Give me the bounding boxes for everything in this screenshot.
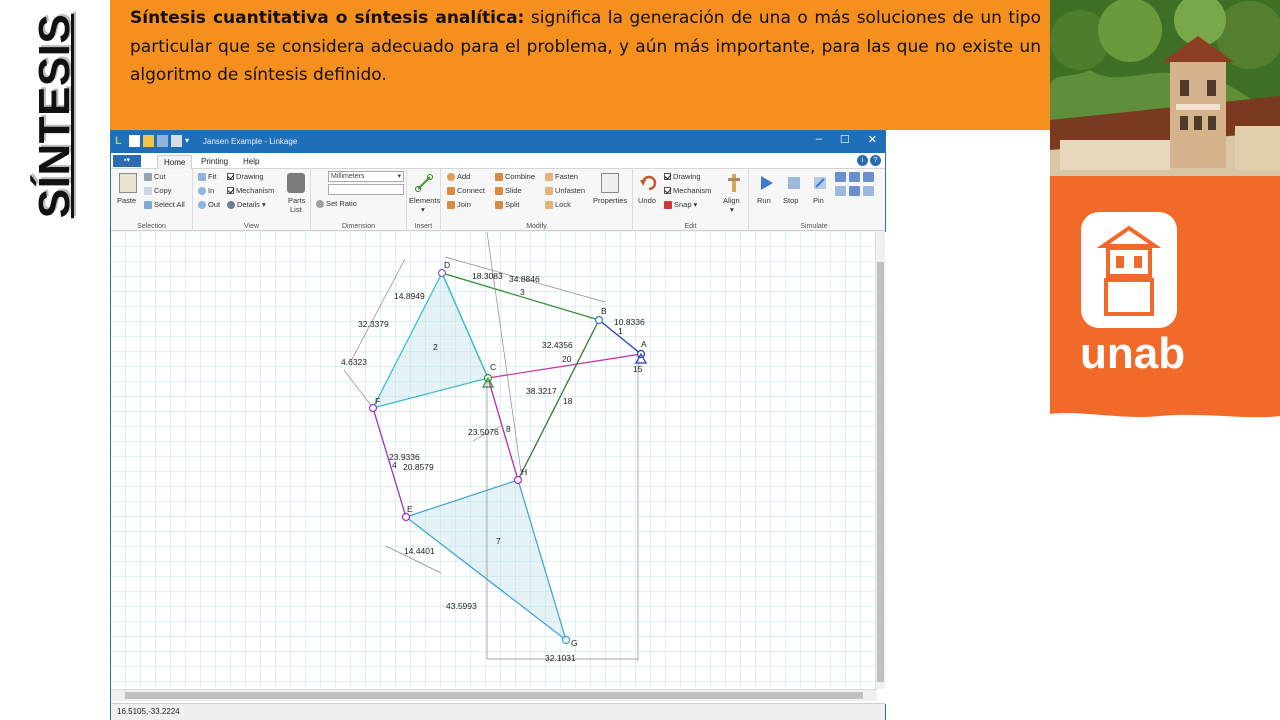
info-icon[interactable]: i bbox=[857, 155, 868, 166]
group-label-modify: Modify bbox=[526, 223, 547, 230]
joint-b bbox=[596, 317, 603, 324]
group-label-view: View bbox=[243, 223, 260, 230]
pin-button[interactable]: Pin bbox=[813, 196, 824, 205]
reset-icon[interactable] bbox=[863, 172, 874, 182]
simulate-small-buttons-row2 bbox=[835, 186, 874, 196]
point-label-a: A bbox=[641, 339, 647, 349]
link-label-1: 1 bbox=[618, 326, 623, 336]
edit-mechanism-check bbox=[664, 187, 671, 194]
set-ratio-label: Set Ratio bbox=[326, 199, 357, 208]
snap-dropdown[interactable] bbox=[664, 200, 697, 209]
quick-access-toolbar bbox=[115, 135, 196, 147]
edit-drawing-checkbox[interactable] bbox=[664, 172, 701, 181]
align-button[interactable]: Align bbox=[723, 196, 740, 205]
details-dropdown[interactable] bbox=[227, 200, 266, 209]
link-label-7: 7 bbox=[496, 536, 501, 546]
point-label-e: E bbox=[407, 504, 413, 514]
lock-button[interactable] bbox=[545, 200, 571, 209]
add-icon bbox=[447, 173, 455, 181]
slide-icon bbox=[495, 187, 503, 195]
in-label: In bbox=[208, 186, 215, 195]
dimension-14-4401: 14.4401 bbox=[404, 546, 435, 556]
zoom-in-button[interactable] bbox=[198, 186, 214, 195]
link-label-2: 2 bbox=[433, 342, 438, 352]
select-cursor-icon[interactable] bbox=[849, 172, 860, 182]
help-icons bbox=[857, 155, 881, 166]
logo-text: unab bbox=[1080, 329, 1186, 378]
dimension-4-6323: 4.6323 bbox=[341, 357, 367, 367]
horizontal-scrollbar[interactable] bbox=[111, 689, 877, 701]
slide-label: Slide bbox=[505, 186, 522, 195]
group-edit bbox=[633, 169, 749, 231]
copy-icon bbox=[144, 187, 152, 195]
point-label-b: B bbox=[601, 306, 607, 316]
cursor-coordinates: 16.5105,-33.2224 bbox=[117, 707, 180, 716]
drawing-canvas[interactable] bbox=[111, 232, 887, 704]
view-drawing-check bbox=[227, 173, 234, 180]
unfasten-icon bbox=[545, 187, 553, 195]
definition-band bbox=[110, 0, 1050, 130]
cut-label: Cut bbox=[154, 172, 166, 181]
split-button[interactable] bbox=[495, 200, 520, 209]
mechanism-drawing[interactable] bbox=[111, 232, 887, 689]
status-bar bbox=[111, 703, 885, 720]
group-label-selection: Selection bbox=[137, 223, 166, 230]
dimension-32-3379: 32.3379 bbox=[358, 319, 389, 329]
properties-icon[interactable] bbox=[601, 173, 619, 193]
simulate-small-buttons-row1 bbox=[835, 172, 874, 182]
connect-button[interactable] bbox=[447, 186, 485, 195]
close-button[interactable]: ✕ bbox=[867, 134, 877, 146]
open-folder-icon[interactable] bbox=[143, 135, 154, 147]
zoom-out-button[interactable] bbox=[198, 200, 220, 209]
elements-icon[interactable] bbox=[415, 173, 433, 193]
slide-title-vertical bbox=[30, 8, 80, 223]
link-label-15: 15 bbox=[633, 364, 643, 374]
chevron-down-icon[interactable]: ▾ bbox=[421, 205, 425, 214]
customize-qat-icon[interactable]: ▾ bbox=[185, 136, 190, 145]
group-selection bbox=[111, 169, 193, 231]
slide-title-text: SÍNTESIS bbox=[30, 13, 79, 218]
select-all-label: Select All bbox=[154, 200, 185, 209]
point-label-d: D bbox=[444, 260, 451, 270]
chevron-down-icon: ▾ bbox=[261, 200, 266, 209]
connect-label: Connect bbox=[457, 186, 485, 195]
stop-icon[interactable] bbox=[785, 173, 803, 193]
edit-mechanism-label: Mechanism bbox=[673, 186, 712, 195]
joint-h bbox=[515, 477, 522, 484]
edit-mechanism-checkbox[interactable] bbox=[664, 186, 711, 195]
dimension-38-3217: 38.3217 bbox=[526, 386, 557, 396]
window-titlebar[interactable] bbox=[111, 131, 885, 153]
maximize-button[interactable]: ☐ bbox=[839, 134, 850, 146]
gear-icon bbox=[316, 200, 324, 208]
view-mechanism-label: Mechanism bbox=[236, 186, 275, 195]
paste-button[interactable]: Paste bbox=[117, 196, 137, 205]
zoom-in-icon bbox=[198, 187, 206, 195]
zoom-fit-icon bbox=[198, 173, 206, 181]
join-icon bbox=[447, 201, 455, 209]
out-label: Out bbox=[208, 200, 221, 209]
point-label-f: F bbox=[375, 396, 381, 406]
definition-text: significa la generación de una o más soluciones de un tipo particular que se considera adecuado para el problema, y aún más importante, para las que no existe un algoritmo de síntesis definido. bbox=[130, 8, 1041, 85]
unfasten-label: Unfasten bbox=[555, 186, 586, 195]
linkage-app-window bbox=[110, 130, 886, 720]
definition-term: Síntesis cuantitativa o síntesis analítica: bbox=[130, 8, 525, 28]
join-label: Join bbox=[457, 200, 471, 209]
paste-icon[interactable] bbox=[119, 173, 137, 193]
horizontal-scroll-thumb[interactable] bbox=[125, 692, 863, 699]
group-label-edit: Edit bbox=[684, 223, 697, 230]
step-forward-icon[interactable] bbox=[863, 186, 874, 196]
app-icon: L bbox=[115, 135, 122, 147]
stop-button[interactable]: Stop bbox=[783, 196, 799, 205]
combine-icon bbox=[495, 173, 503, 181]
vertical-scroll-thumb[interactable] bbox=[877, 262, 884, 682]
dimension-23-9336: 23.9336 bbox=[389, 452, 420, 462]
align-icon[interactable] bbox=[725, 173, 743, 193]
properties-button[interactable]: Properties bbox=[593, 196, 628, 205]
tab-home[interactable]: Home bbox=[157, 155, 192, 169]
canvas-grid bbox=[111, 232, 887, 689]
group-simulate bbox=[749, 169, 879, 231]
pin-icon[interactable] bbox=[811, 173, 829, 193]
minimize-button[interactable]: – bbox=[815, 133, 822, 145]
view-mechanism-checkbox[interactable] bbox=[227, 186, 274, 195]
link-label-20: 20 bbox=[562, 354, 572, 364]
chevron-down-icon: ▾ bbox=[397, 173, 401, 180]
fasten-label: Fasten bbox=[555, 172, 578, 181]
zoom-fit-button[interactable] bbox=[198, 172, 216, 181]
dimension-23-5076: 23.5076 bbox=[468, 427, 499, 437]
cut-button[interactable] bbox=[144, 172, 166, 181]
joint-e bbox=[403, 514, 410, 521]
group-modify bbox=[441, 169, 633, 231]
campus-photo bbox=[1050, 0, 1280, 176]
undo-button[interactable]: Undo bbox=[638, 196, 656, 205]
pause-icon[interactable] bbox=[849, 186, 860, 196]
fasten-button[interactable] bbox=[545, 172, 578, 181]
group-insert bbox=[407, 169, 441, 231]
lock-icon bbox=[545, 201, 553, 209]
parts-list-button-line2[interactable]: List bbox=[290, 205, 302, 214]
elements-button[interactable]: Elements bbox=[409, 196, 441, 205]
fit-label: Fit bbox=[208, 172, 217, 181]
group-label-dimension: Dimension bbox=[341, 223, 376, 230]
chevron-down-icon: ▾ bbox=[693, 200, 698, 209]
window-title: Jansen Example - Linkage bbox=[203, 137, 298, 146]
zoom-out-icon bbox=[198, 201, 206, 209]
unfasten-button[interactable] bbox=[545, 186, 585, 195]
fast-forward-icon[interactable] bbox=[835, 172, 846, 182]
edit-drawing-check bbox=[664, 173, 671, 180]
parts-list-icon[interactable] bbox=[287, 173, 305, 193]
snap-label: Snap bbox=[674, 200, 692, 209]
joint-g bbox=[563, 637, 570, 644]
dimension-34-8846: 34.8846 bbox=[509, 274, 540, 284]
help-icon[interactable]: ? bbox=[870, 155, 881, 166]
link-label-8: 8 bbox=[506, 424, 511, 434]
dimension-10-8336: 10.8336 bbox=[614, 317, 645, 327]
window-controls bbox=[816, 133, 877, 146]
set-ratio-button[interactable] bbox=[316, 199, 357, 208]
definition-paragraph bbox=[130, 4, 1041, 90]
run-button[interactable]: Run bbox=[757, 196, 771, 205]
group-view bbox=[193, 169, 311, 231]
details-label: Details bbox=[237, 200, 260, 209]
add-button[interactable] bbox=[447, 172, 470, 181]
units-dropdown[interactable] bbox=[328, 171, 404, 182]
copy-label: Copy bbox=[154, 186, 172, 195]
view-drawing-checkbox[interactable] bbox=[227, 172, 264, 181]
print-icon[interactable] bbox=[171, 135, 182, 147]
ribbon-home bbox=[111, 169, 885, 231]
parts-list-button[interactable]: Parts bbox=[288, 196, 306, 205]
dimension-14-8949: 14.8949 bbox=[394, 291, 425, 301]
dimension-43-5993: 43.5993 bbox=[446, 601, 477, 611]
tab-help[interactable]: Help bbox=[243, 157, 260, 166]
point-label-c: C bbox=[490, 362, 497, 372]
campus-photo-svg bbox=[1050, 0, 1280, 176]
copy-button[interactable] bbox=[144, 186, 172, 195]
link-label-18: 18 bbox=[563, 396, 573, 406]
group-label-simulate: Simulate bbox=[800, 223, 828, 230]
combine-label: Combine bbox=[505, 172, 536, 181]
unab-logo bbox=[1050, 176, 1280, 426]
connect-icon bbox=[447, 187, 455, 195]
point-label-h: H bbox=[521, 467, 528, 477]
dimension-32-1031: 32.1031 bbox=[545, 653, 576, 663]
join-button[interactable] bbox=[447, 200, 471, 209]
details-icon bbox=[227, 201, 235, 209]
view-mechanism-check bbox=[227, 187, 234, 194]
ribbon-tabs bbox=[111, 153, 885, 169]
group-dimension bbox=[311, 169, 407, 231]
tab-printing[interactable]: Printing bbox=[201, 157, 229, 166]
split-label: Split bbox=[505, 200, 520, 209]
link-label-3: 3 bbox=[520, 287, 525, 297]
chevron-down-icon[interactable]: ▾ bbox=[730, 205, 734, 214]
group-label-insert: Insert bbox=[414, 223, 433, 230]
magnet-icon bbox=[664, 201, 672, 209]
units-value: Millimeters bbox=[331, 173, 365, 180]
new-file-icon[interactable] bbox=[129, 135, 140, 147]
dimension-18-3083: 18.3083 bbox=[472, 271, 503, 281]
edit-drawing-label: Drawing bbox=[673, 172, 701, 181]
step-back-icon[interactable] bbox=[835, 186, 846, 196]
run-icon[interactable] bbox=[757, 173, 775, 193]
joint-d bbox=[439, 270, 446, 277]
link-label-4: 4 bbox=[392, 460, 397, 470]
fasten-icon bbox=[545, 173, 553, 181]
dimension-input[interactable] bbox=[328, 184, 404, 195]
add-label: Add bbox=[457, 172, 471, 181]
vertical-scrollbar[interactable] bbox=[875, 232, 885, 689]
dimension-20-8579: 20.8579 bbox=[403, 462, 434, 472]
undo-icon[interactable] bbox=[639, 173, 657, 193]
lock-label: Lock bbox=[555, 200, 571, 209]
view-drawing-label: Drawing bbox=[236, 172, 264, 181]
split-icon bbox=[495, 201, 503, 209]
file-menu-button[interactable]: ▪▾ bbox=[113, 155, 141, 167]
save-icon[interactable] bbox=[157, 135, 168, 147]
point-label-g: G bbox=[571, 638, 578, 648]
select-all-button[interactable] bbox=[144, 200, 185, 209]
unab-logo-panel bbox=[1050, 176, 1280, 426]
scissors-icon bbox=[144, 173, 152, 181]
select-all-icon bbox=[144, 201, 152, 209]
combine-button[interactable] bbox=[495, 172, 535, 181]
dimension-32-4356: 32.4356 bbox=[542, 340, 573, 350]
slide-button[interactable] bbox=[495, 186, 522, 195]
